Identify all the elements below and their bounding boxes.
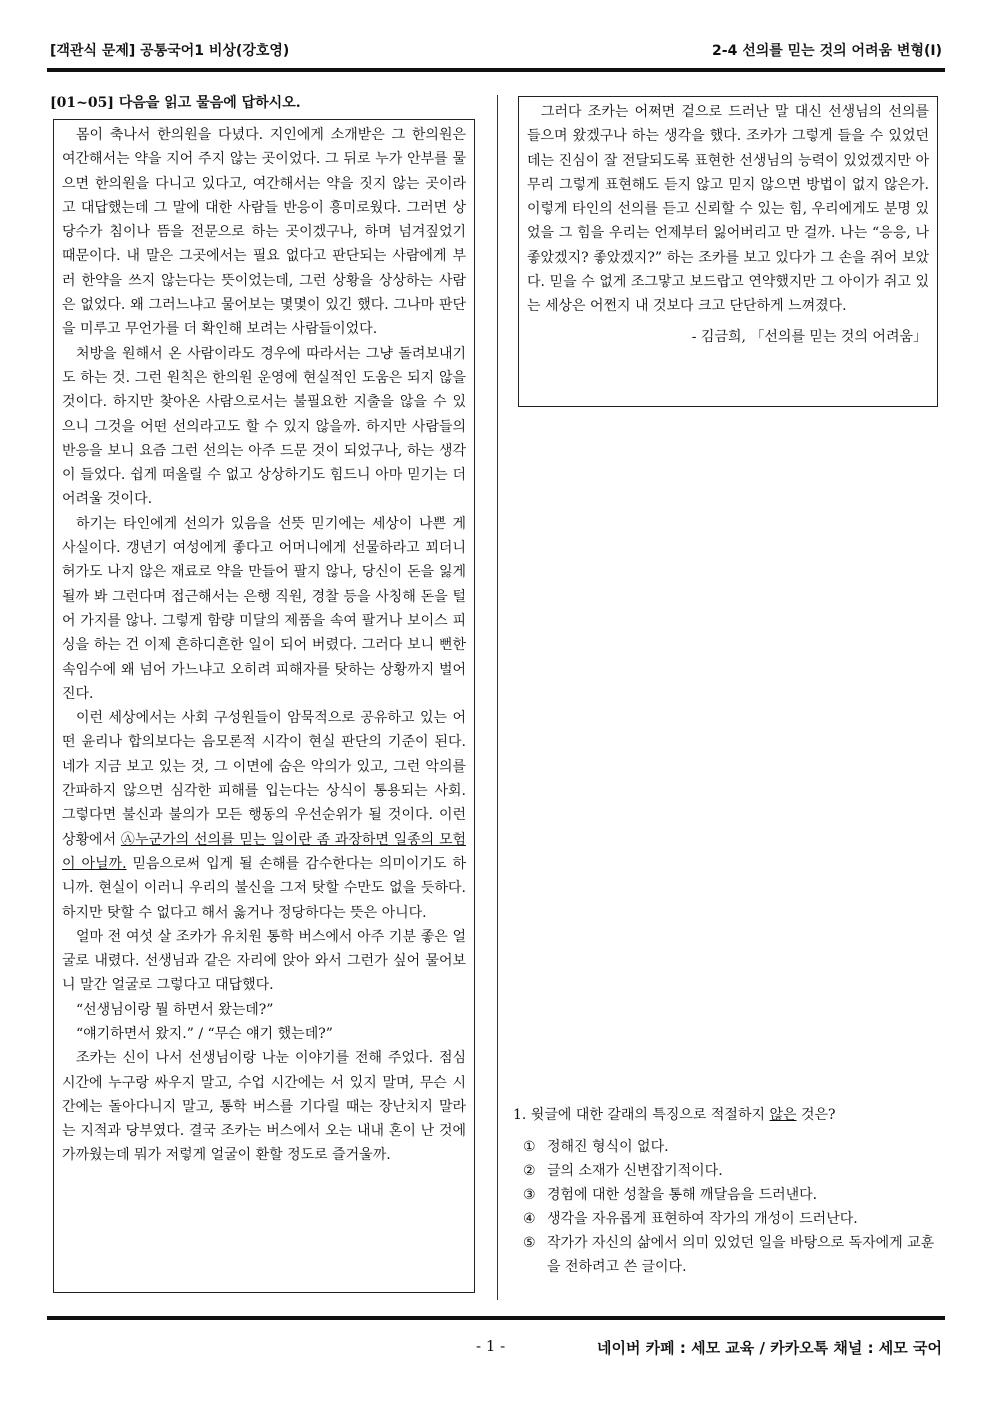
passage-paragraph: 몸이 축나서 한의원을 다녔다. 지인에게 소개받은 그 한의원은 여간해서는 약을 지어 주지 않는 곳이었다. 그 뒤로 누가 안부를 물으면 한의원을 다니고 있다고, 여간해서는 약을 짓지 않는 곳이라고 대답했는데 그 말에 대한 사람들 반응이 흥미로웠다. 그러면 상당수가 침이나 뜸을 전문으로 하는 곳이겠구나, 하며 넘겨짚었기 때문이다. 내 말은 그곳에서는 필요 없다고 판단되는 사람에게 부러 한약을 쓰지 않는다는 뜻이었는데, 그런 상황을 상상하는 사람은 없었다. 왜 그러느냐고 물어보는 몇몇이 있긴 했다. 그나마 판단을 미루고 무언가를 더 확인해 보려는 사람들이었다. xyxy=(62,127,466,338)
passage-paragraph: 얼마 전 여섯 살 조카가 유치원 통학 버스에서 아주 기분 좋은 얼굴로 내렸다. 선생님과 같은 자리에 앉아 와서 그런가 싶어 물어보니 말간 얼굴로 그렇다고 대답했다. xyxy=(62,928,466,994)
passage-paragraph: 하기는 타인에게 선의가 있음을 선뜻 믿기에는 세상이 나쁜 게 사실이다. 갱년기 여성에게 좋다고 어머니에게 선물하라고 꾀더니 허가도 나지 않은 재료로 약을 만들어 팔지 않나, 당신이 돈을 잃게 될까 봐 그런다며 접근해서는 은행 직원, 경찰 등을 사칭해 돈을 털어 가지를 않나. 그렇게 함량 미달의 제품을 속여 팔거나 보이스 피싱을 하는 건 이제 흔하디흔한 일이 되어 버렸다. 그러다 보니 뻔한 속임수에 왜 넘어 가느냐고 오히려 피해자를 탓하는 상황까지 벌어진다. xyxy=(62,515,466,702)
answer-option[interactable] xyxy=(523,1159,943,1183)
passage-paragraph xyxy=(62,706,466,925)
answer-option[interactable] xyxy=(523,1183,943,1207)
passage-paragraph: 그러다 조카는 어쩌면 겉으로 드러난 말 대신 선생님의 선의를 들으며 왔겠구나 하는 생각을 했다. 조카가 그렇게 들을 수 있었던 데는 진심이 잘 전달되도록 표현한 선생님의 능력이 있었겠지만 아무리 그렇게 표현해도 듣지 않고 믿지 않으면 방법이 없지 않은가. 이렇게 타인의 선의를 듣고 신뢰할 수 있는 힘, 우리에게도 분명 있었을 그 힘을 우리는 언제부터 잃어버리고 만 걸까. 나는 “응응, 나 좋았겠지? 좋았겠지?” 하는 조카를 보고 있다가 그 손을 쥐어 보았다. 믿을 수 없게 조그맣고 보드랍고 연약했지만 그 아이가 쥐고 있는 세상은 어쩐지 내 것보다 크고 단단하게 느껴졌다. xyxy=(527,104,929,315)
section-title: [01~05] 다음을 읽고 물음에 답하시오. xyxy=(50,95,301,111)
option-number: ④ xyxy=(523,1211,536,1227)
answer-option[interactable] xyxy=(523,1135,943,1159)
footer-channel-info: 네이버 카페 : 세모 교육 / 카카오톡 채널 : 세모 국어 xyxy=(596,1339,942,1357)
passage-text: 이런 세상에서는 사회 구성원들이 암묵적으로 공유하고 있는 어떤 윤리나 합의보다는 음모론적 시각이 현실 판단의 기준이 된다. 네가 지금 보고 있는 것, 그 이면에 숨은 악의가 있고, 그런 악의를 간파하지 않으면 심각한 피해를 입는다는 상식이 통용되는 사회. 그렇다면 불신과 불의가 모든 행동의 우선순위가 될 것이다. 이런 상황에서 xyxy=(62,710,466,848)
option-number: ① xyxy=(523,1139,536,1155)
option-text: 글의 소재가 신변잡기적이다. xyxy=(547,1163,723,1179)
option-text: 작가가 자신의 삶에서 의미 있었던 일을 바탕으로 독자에게 교훈을 전하려고 쓴 글이다. xyxy=(547,1235,935,1275)
option-text: 정해진 형식이 없다. xyxy=(547,1139,669,1155)
question-text: 것은? xyxy=(796,1107,836,1123)
answer-option[interactable] xyxy=(523,1207,943,1231)
dialogue-line: “선생님이랑 뭘 하면서 왔는데?” xyxy=(76,1001,274,1018)
option-text: 생각을 자유롭게 표현하여 작가의 개성이 드러난다. xyxy=(547,1211,858,1227)
answer-option[interactable] xyxy=(523,1231,943,1279)
top-rule xyxy=(47,68,945,72)
bottom-rule xyxy=(47,1316,945,1320)
passage-paragraph: 처방을 원해서 온 사람이라도 경우에 따라서는 그냥 돌려보내기도 하는 것. 그런 원칙은 한의원 운영에 현실적인 도움은 되지 않을 것이다. 하지만 찾아온 사람으로서는 불필요한 지출을 않을 수 있으니 그것을 어떤 선의라고도 할 수 있지 않을까. 하지만 사람들의 반응을 보니 요즘 그런 선의는 아주 드문 것이 되었구나, 하는 생각이 들었다. 쉽게 떠올릴 수 없고 상상하기도 힘드니 아마 믿기는 더 어려울 것이다. xyxy=(62,345,466,508)
passage-text: 믿음으로써 입게 될 손해를 감수한다는 의미이기도 하니까. 현실이 이러니 우리의 불신을 그저 탓할 수만도 없을 듯하다. 하지만 탓할 수 없다고 해서 옳거나 정당하다는 뜻은 아니다. xyxy=(62,855,466,921)
page-number: - 1 - xyxy=(476,1337,506,1355)
dialogue-line: “얘기하면서 왔지.” / “무슨 얘기 했는데?” xyxy=(76,1025,333,1042)
option-number: ⑤ xyxy=(523,1235,536,1251)
passage-box-left xyxy=(53,119,475,1293)
passage-box-right xyxy=(518,96,938,407)
column-divider xyxy=(497,95,498,1300)
option-number: ③ xyxy=(523,1187,536,1203)
underlined-phrase-a: Ⓐ누군가의 선의를 믿는 일이란 좀 과장하면 일종의 모험이 아닐까. xyxy=(62,831,466,872)
header-subject: [객관식 문제] 공통국어1 비상(강호영) xyxy=(50,43,290,59)
passage-paragraph: 조카는 신이 나서 선생님이랑 나눈 이야기를 전해 주었다. 점심시간에 누구랑 싸우지 말고, 수업 시간에는 서 있지 말며, 무슨 시간에는 돌아다니지 말고, 통학 버스를 기다릴 때는 장난치지 말라는 지적과 당부였다. 결국 조카는 버스에서 오는 내내 혼이 난 것에 가까웠는데 뭐가 저렇게 얼굴이 환할 정도로 즐거울까. xyxy=(62,1050,466,1164)
question-text: 1. 윗글에 대한 갈래의 특징으로 적절하지 xyxy=(513,1107,770,1123)
question-1-stem xyxy=(513,1104,836,1124)
option-number: ② xyxy=(523,1163,536,1179)
question-emphasis: 않은 xyxy=(769,1107,797,1123)
header-unit-title: 2-4 선의를 믿는 것의 어려움 변형(I) xyxy=(712,43,942,59)
question-1-options xyxy=(523,1135,943,1279)
passage-source: - 김금희, 「선의를 믿는 것의 어려움」 xyxy=(691,328,927,345)
option-text: 경험에 대한 성찰을 통해 깨달음을 드러낸다. xyxy=(547,1187,818,1203)
